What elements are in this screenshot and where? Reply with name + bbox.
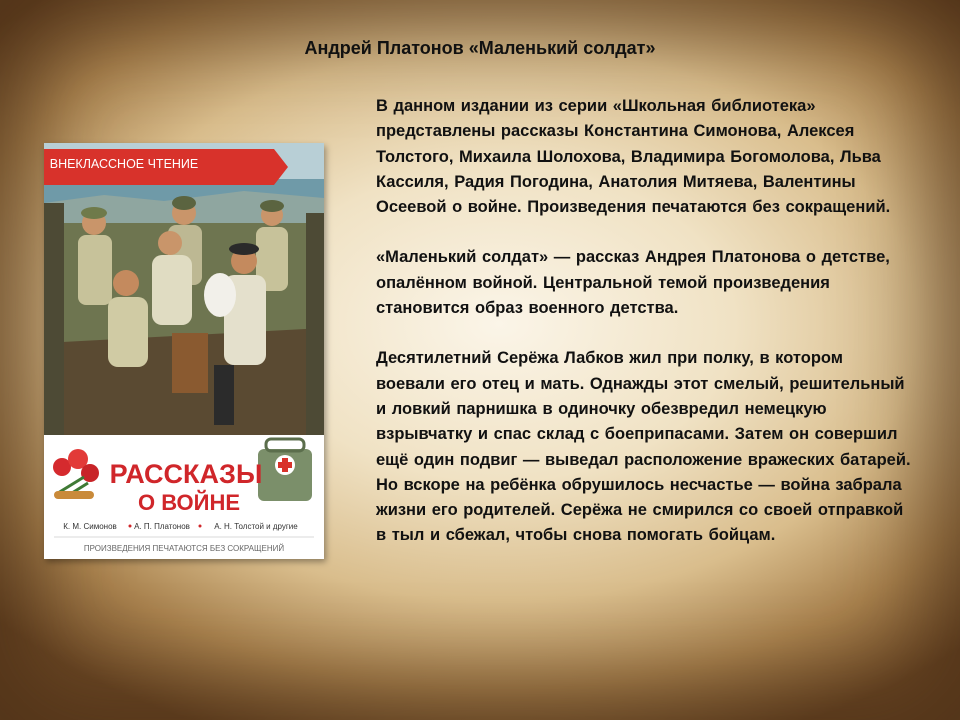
cover-title-line1: РАССКАЗЫ — [109, 459, 263, 489]
cover-footer-note: ПРОИЗВЕДЕНИЯ ПЕЧАТАЮТСЯ БЕЗ СОКРАЩЕНИЙ — [83, 544, 285, 553]
author-separator-dot — [199, 525, 202, 528]
cover-author: А. Н. Толстой и другие — [214, 522, 298, 531]
paragraph-series-description: В данном издании из серии «Школьная библиотека» представлены рассказы Константина Симонова, Алексея Толстого, Михаила Шолохова, Владимира Богомолова, Льва Кассиля, Радия Погодина, Анатолия Митяева, Валентины Осеевой о войне. Произведения печатаются без сокращений. — [376, 97, 891, 217]
book-cover-art — [44, 143, 324, 559]
cover-title-line2: О ВОЙНЕ — [137, 490, 241, 515]
paragraph-plot: Десятилетний Серёжа Лабков жил при полку, в котором воевали его отец и мать. Однажды этот смелый, решительный и ловкий парнишка в одиночку обезвредил немецкую взрывчатку и спас склад с боеприпасами. Затем он совершил ещё один подвиг — выведал расположение вражеских батарей. Но вскоре на ребёнка обрушилось несчастье — война забрала жизни его родителей. Серёжа не смирился со своей отправкой в тыл и сбежал, чтобы снова помогать бойцам. — [376, 349, 911, 545]
cover-author: А. П. Платонов — [134, 522, 190, 531]
slide-body — [376, 94, 916, 574]
cover-trench-wall-left — [44, 203, 64, 435]
slide-title: Андрей Платонов «Маленький солдат» — [304, 38, 656, 58]
book-cover[interactable] — [44, 143, 324, 559]
cover-trench-wall-right — [306, 213, 324, 435]
paragraph-story-summary: «Маленький солдат» — рассказ Андрея Платонова о детстве, опалённом войной. Центральной темой произведения становится образ военного детства. — [376, 248, 890, 318]
cover-crate — [172, 333, 208, 393]
author-separator-dot — [129, 525, 132, 528]
cover-author: К. М. Симонов — [63, 522, 117, 531]
cover-series-label: ВНЕКЛАССНОЕ ЧТЕНИЕ — [49, 157, 199, 171]
